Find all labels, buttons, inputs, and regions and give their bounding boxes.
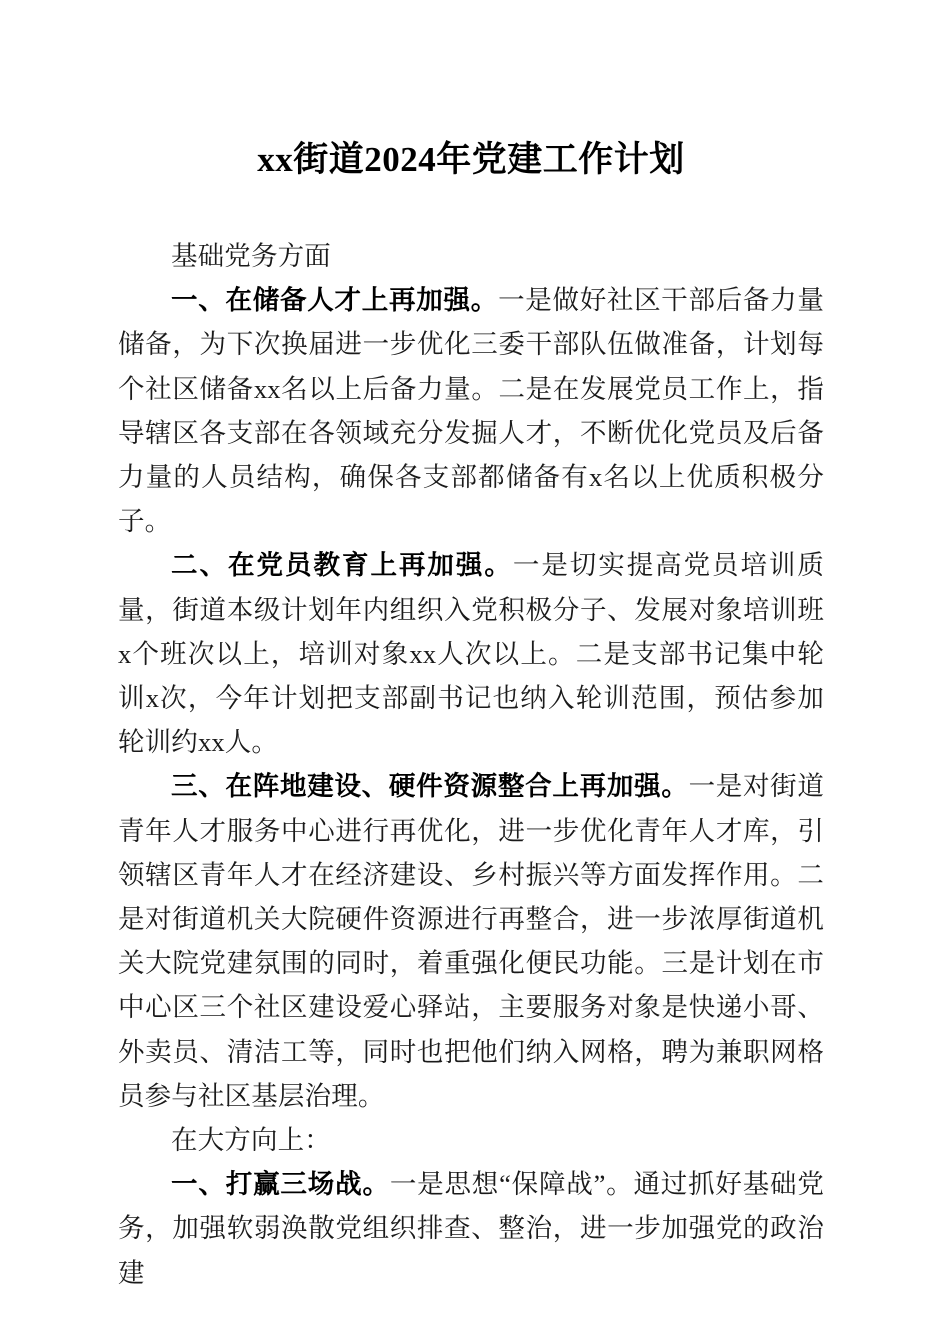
paragraph-direction-one-win-three-battles: [118, 1162, 824, 1295]
title-spacer: [118, 182, 824, 234]
paragraph-text: 一是对街道青年人才服务中心进行再优化，进一步优化青年人才库，引领辖区青年人才在经济建设、乡村振兴等方面发挥作用。二是对街道机关大院硬件资源进行再整合，进一步浓厚街道机关大院党建氛围的同时，着重强化便民功能。三是计划在市中心区三个社区建设爱心驿站，主要服务对象是快递小哥、外卖员、清洁工等，同时也把他们纳入网格，聘为兼职网格员参与社区基层治理。: [118, 771, 824, 1111]
paragraph-item-two-party-member-education: [118, 543, 824, 764]
paragraph-bold-lead: 一、在储备人才上再加强。: [171, 285, 499, 316]
paragraph-text: 基础党务方面: [171, 241, 331, 271]
page-title: xx街道2024年党建工作计划: [257, 140, 685, 179]
paragraph-item-three-position-construction: [118, 764, 824, 1118]
paragraph-bold-lead: 三、在阵地建设、硬件资源整合上再加强。: [171, 771, 689, 802]
paragraph-text: 一是切实提高党员培训质量，街道本级计划年内组织入党积极分子、发展对象培训班x个班次以上，培训对象xx人次以上。二是支部书记集中轮训x次，今年计划把支部副书记也纳入轮训范围，预估参加轮训约xx人。: [118, 550, 824, 758]
paragraph-item-one-talent-reserve: [118, 278, 824, 543]
section-label-big-direction: [118, 1118, 824, 1162]
paragraph-text: 一是做好社区干部后备力量储备，为下次换届进一步优化三委干部队伍做准备，计划每个社区储备xx名以上后备力量。二是在发展党员工作上，指导辖区各支部在各领域充分发掘人才，不断优化党员及后备力量的人员结构，确保各支部都储备有x名以上优质积极分子。: [118, 285, 824, 537]
section-label-basic-party-affairs: [118, 234, 824, 278]
paragraph-text: 一是思想“保障战”。通过抓好基础党务，加强软弱涣散党组织排查、整治，进一步加强党的政治建: [118, 1169, 824, 1288]
document-body: [118, 0, 824, 1295]
paragraph-bold-lead: 一、打赢三场战。: [171, 1169, 390, 1200]
paragraph-bold-lead: 二、在党员教育上再加强。: [171, 550, 513, 581]
paragraph-text: 在大方向上：: [171, 1125, 331, 1156]
